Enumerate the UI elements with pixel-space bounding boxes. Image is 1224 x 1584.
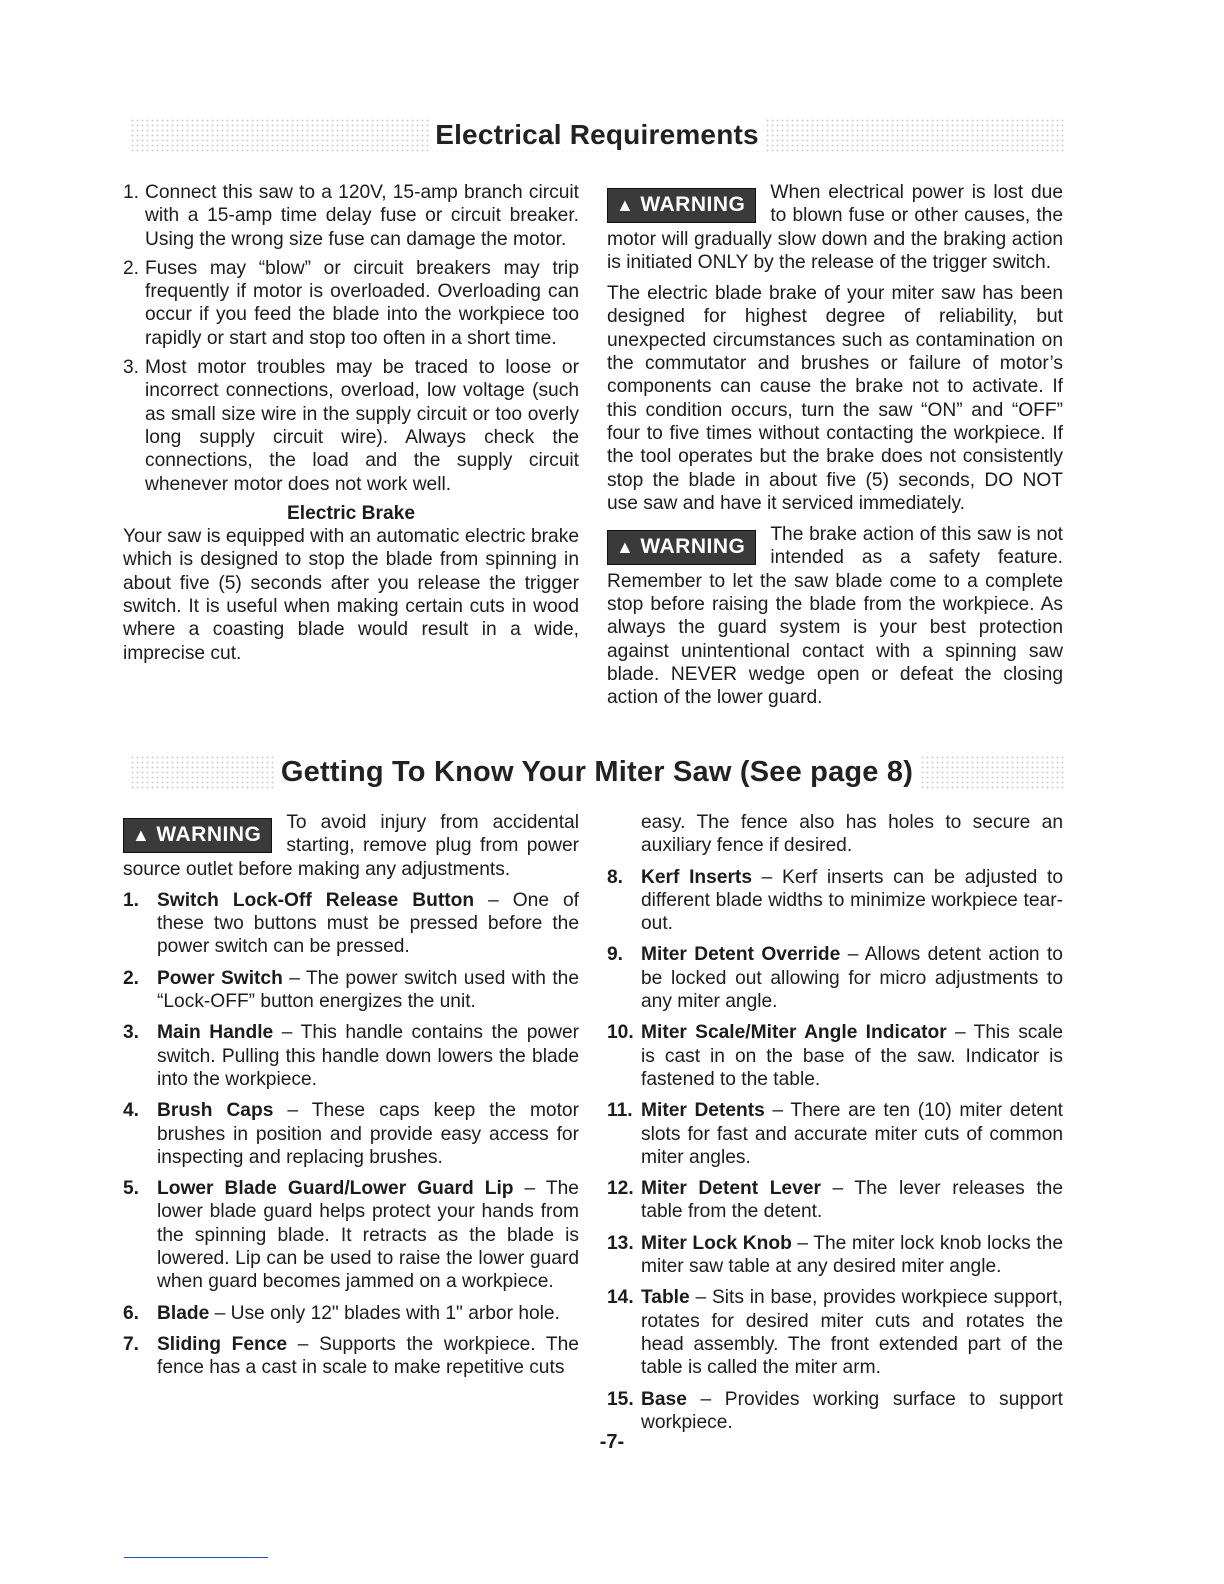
electrical-requirements-header-band [130,118,1064,152]
list-item: 1. Switch Lock-Off Release Button – One of these two buttons must be pressed before the power switch can be pressed. [123,889,580,958]
parts-list-right-column [607,811,1063,1442]
list-item: 9. Miter Detent Override – Allows detent action to be locked out allowing for micro adjustments to any miter angle. [607,944,1063,1013]
list-item: 3. Most motor troubles may be traced to loose or incorrect connections, overload, low voltage (such as small size wire in the supply circuit or too overly long supply circuit wire). Always check the connections, the load and the supply circuit whenever motor does not work well. [123,357,579,495]
list-item: 3. Main Handle – This handle contains the power switch. Pulling this handle down lowers the blade into the workpiece. [123,1022,579,1090]
list-item: 10. Miter Scale/Miter Angle Indicator – This scale is cast in on the base of the saw. Indicator is fastened to the table. [607,1022,1063,1090]
list-item: 6. Blade – Use only 12" blades with 1" arbor hole. [123,1302,560,1324]
warning-triangle-icon: ▲ [616,537,635,558]
electrical-list [123,181,579,496]
getting-to-know-header-band [130,755,1064,789]
list-item: 1. Connect this saw to a 120V, 15-amp branch circuit with a 15-amp time delay fuse or circuit breaker. Using the wrong size fuse can damage the motor. [123,182,579,250]
list-item: 14. Table – Sits in base, provides workpiece support, rotates for desired miter cuts and rotates the head assembly. The front extended part of the table is called the miter arm. [607,1287,1063,1379]
electrical-requirements-title: Electrical Requirements [429,119,765,151]
electric-brake-text: Your saw is equipped with an automatic electric brake which is designed to stop the blade from spinning in about five (5) seconds after you release the trigger switch. It is useful when making certain cuts in wood where a coasting blade would result in a wide, imprecise cut. [123,526,579,664]
list-item: 11. Miter Detents – There are ten (10) miter detent slots for fast and accurate miter cuts of common miter angles. [607,1100,1064,1168]
parts-list-left-column [123,811,579,1388]
list-item: 2. Fuses may “blow” or circuit breakers may trip frequently if motor is overloaded. Overloading can occur if you feed the blade into the workpiece too rapidly or start and stop too often in a short time. [123,257,579,349]
parts-list-right [607,866,1063,1435]
list-item: 13. Miter Lock Knob – The miter lock knob locks the miter saw table at any desired miter angle. [607,1232,1063,1278]
page-number: -7- [599,1431,625,1453]
parts-list-left [123,889,579,1380]
warning-badge: ▲ WARNING [607,188,756,223]
list-item: 7. Sliding Fence – Supports the workpiece. The fence has a cast in scale to make repetitive cuts [123,1333,579,1379]
electrical-requirements-column [123,181,579,665]
warning-triangle-icon: ▲ [132,825,151,845]
brake-reliability-paragraph: The electric blade brake of your miter saw has been designed for highest degree of reliability, but unexpected circumstances such as contamination on the commutator and brushes or failure of motor’s components can cause the brake not to activate. If this condition occurs, turn the saw “ON” and “OFF” four to five times without contacting the workpiece. If the tool operates but the brake does not consistently stop the blade in about five (5) seconds, DO NOT use saw and have it serviced immediately. [607,283,1063,514]
list-item: 15. Base – Provides working surface to support workpiece. [607,1388,1063,1433]
warning-badge: ▲ WARNING [607,530,756,565]
footer-divider [124,1557,268,1558]
warning-triangle-icon: ▲ [616,195,635,215]
electric-brake-heading: Electric Brake [287,502,415,524]
sliding-fence-continuation: easy. The fence also has holes to secure an auxiliary fence if desired. [641,812,1063,857]
warning-block-power-loss: ▲ WARNING When electrical power is lost due to blown fuse or other causes, the motor will gradually slow down and the braking action is initiated ONLY by the release of the trigger switch. [607,182,1063,273]
warning-block-unplug: ▲ WARNING To avoid injury from accidental starting, remove plug from power source outlet before making any adjustments. [123,812,579,880]
brake-warning-column [607,181,1063,718]
warning-block-brake-action: ▲ WARNING The brake action of this saw is not intended as a safety feature. Remember to let the saw blade come to a complete stop before raising the blade from the workpiece. As always the guard system is your best protection against unintentional contact with a spinning saw blade. NEVER wedge open or defeat the closing action of the lower guard. [607,524,1063,709]
getting-to-know-title: Getting To Know Your Miter Saw (See page 8) [275,756,919,789]
warning-badge: ▲ WARNING [123,818,272,853]
list-item: 2. Power Switch – The power switch used with the “Lock-OFF” button energizes the unit. [123,967,579,1013]
list-item: 4. Brush Caps – These caps keep the motor brushes in position and provide easy access for inspecting and replacing brushes. [123,1100,579,1168]
list-item: 12. Miter Detent Lever – The lever releases the table from the detent. [607,1178,1064,1223]
list-item: 8. Kerf Inserts – Kerf inserts can be adjusted to different blade widths to minimize workpiece tear-out. [607,866,1064,935]
list-item: 5. Lower Blade Guard/Lower Guard Lip – The lower blade guard helps protect your hands from the spinning blade. It retracts as the blade is lowered. Lip can be used to raise the lower guard when guard becomes jammed on a workpiece. [123,1178,579,1293]
